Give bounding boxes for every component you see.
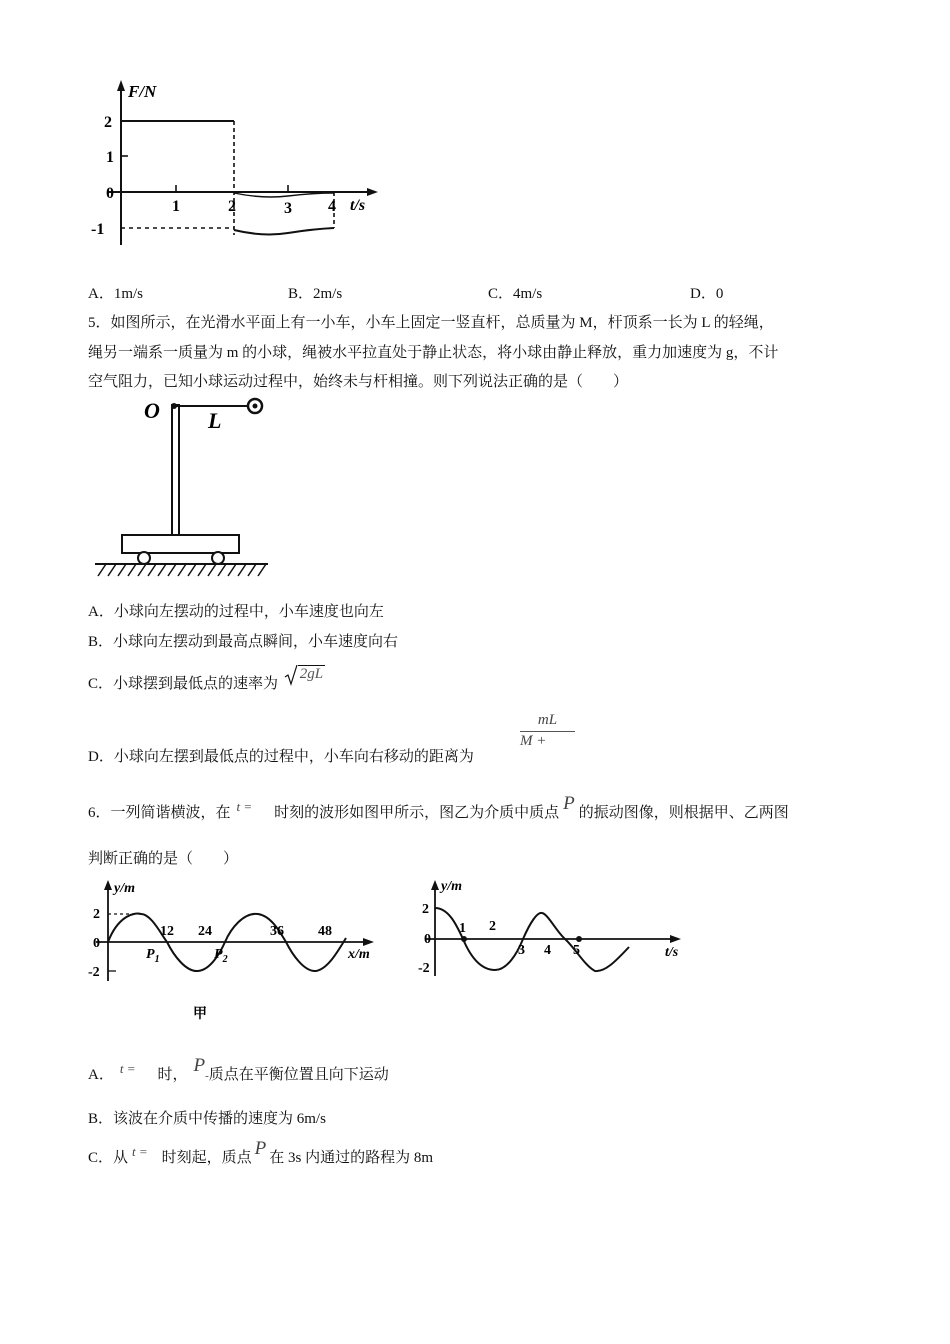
q4-option-a: A．1m/s [88, 286, 144, 302]
x-axis-label: t/s [350, 197, 366, 214]
t-equals: t = [236, 799, 253, 814]
y-tick: 2 [93, 907, 100, 922]
graph-caption: 甲 [193, 1007, 207, 1022]
q5-option-b: B．小球向左摆动到最高点瞬间，小车速度向右 [88, 634, 399, 650]
q6-stem-part3: 的振动图像，则根据甲、乙两图 [578, 805, 789, 821]
q6-stem-part1: 6．一列简谐横波，在 [88, 805, 231, 821]
sqrt-radicand: 2gL [299, 666, 324, 682]
x-tick: 12 [160, 924, 174, 939]
x-tick: 48 [318, 924, 332, 939]
x-tick: 24 [198, 924, 212, 939]
p-symbol: P [254, 1138, 267, 1159]
y-axis-label: F/N [128, 82, 157, 101]
q6-option-c-text: 在 3s 内通过的路程为 8m [269, 1150, 434, 1166]
y-tick: 2 [422, 902, 429, 917]
label-l: L [208, 408, 222, 433]
y-tick: 0 [106, 185, 114, 202]
q5-option-c [88, 666, 325, 696]
fraction-denominator: M + [520, 733, 547, 749]
y-axis-label: y/m [441, 879, 462, 894]
sqrt-expression [284, 664, 325, 686]
t-equals: t = [132, 1144, 148, 1159]
wave-graph-a [86, 876, 386, 1026]
y-tick: -2 [88, 965, 100, 980]
q5-stem-line3: 空气阻力，已知小球运动过程中，始终未与杆相撞。则下列说法正确的是（ ） [88, 374, 629, 390]
p-symbol: P [563, 793, 575, 814]
t-equals: t = [119, 1061, 136, 1076]
q6-option-a [88, 1055, 389, 1085]
y-tick: -1 [91, 221, 105, 238]
x-tick: 2 [228, 198, 236, 215]
q5-option-d: D．小球向左摆到最低点的过程中，小车向右移动的距离为 [88, 749, 474, 765]
point-p1-letter: P [146, 947, 155, 962]
cart-pendulum-figure [90, 392, 270, 582]
x-tick: 1 [459, 921, 466, 936]
q4-option-c: C．4m/s [488, 286, 543, 302]
q6-stem-line2: 判断正确的是（ ） [88, 851, 239, 867]
y-tick: 1 [106, 149, 114, 166]
point-p2 [214, 947, 228, 965]
q6-stem-part2: 时刻的波形如图甲所示，图乙为介质中质点 [274, 805, 560, 821]
fraction [520, 712, 575, 750]
p-subscript: - [205, 1070, 209, 1082]
x-tick: 4 [328, 198, 336, 215]
q5-option-a: A．小球向左摆动的过程中，小车速度也向左 [88, 604, 384, 620]
q6-option-c [88, 1138, 434, 1168]
q6-option-a-prefix: A． [88, 1067, 114, 1083]
q5-stem-line1: 5．如图所示，在光滑水平面上有一小车，小车上固定一竖直杆，总质量为 M，杆顶系一长为 L 的轻绳， [88, 315, 774, 331]
q4-option-b: B．2m/s [288, 286, 343, 302]
p-letter: P [193, 1055, 206, 1076]
fraction-numerator: mL [520, 712, 575, 732]
q6-option-c-mid: 时刻起，质点 [161, 1150, 252, 1166]
x-tick: 4 [544, 943, 551, 958]
force-time-graph [88, 75, 388, 255]
label-o: O [144, 398, 160, 423]
x-tick: 5 [573, 943, 580, 958]
point-p2-letter: P [214, 947, 223, 962]
q6-option-a-text: 质点在平衡位置且向下运动 [208, 1067, 389, 1083]
p-symbol [193, 1055, 209, 1082]
x-tick: 2 [489, 919, 496, 934]
q5-option-c-text: C．小球摆到最低点的速率为 [88, 676, 279, 692]
x-axis-label: x/m [348, 947, 370, 962]
x-tick: 3 [284, 200, 292, 217]
point-p2-sub: 2 [222, 954, 228, 965]
q6-option-a-time: 时， [157, 1067, 188, 1083]
y-tick: 2 [104, 114, 112, 131]
y-tick: 0 [424, 932, 431, 947]
y-axis-label: y/m [114, 881, 135, 896]
point-p1 [146, 947, 160, 965]
x-tick: 1 [172, 198, 180, 215]
x-tick: 3 [518, 943, 525, 958]
q5-stem-line2: 绳另一端系一质量为 m 的小球，绳被水平拉直处于静止状态，将小球由静止释放，重力加速度为 g，不计 [88, 345, 779, 361]
q6-stem-line1 [88, 793, 789, 823]
q4-option-d: D．0 [690, 286, 724, 302]
x-axis-label: t/s [665, 945, 679, 960]
x-tick: 36 [270, 924, 284, 939]
vibration-graph-b [415, 876, 690, 986]
radical-sign-icon [284, 664, 298, 686]
y-tick: -2 [418, 961, 430, 976]
q6-option-c-prefix: C．从 [88, 1150, 129, 1166]
y-tick: 0 [93, 936, 100, 951]
q6-option-b: B．该波在介质中传播的速度为 6m/s [88, 1111, 326, 1127]
point-p1-sub: 1 [154, 954, 160, 965]
